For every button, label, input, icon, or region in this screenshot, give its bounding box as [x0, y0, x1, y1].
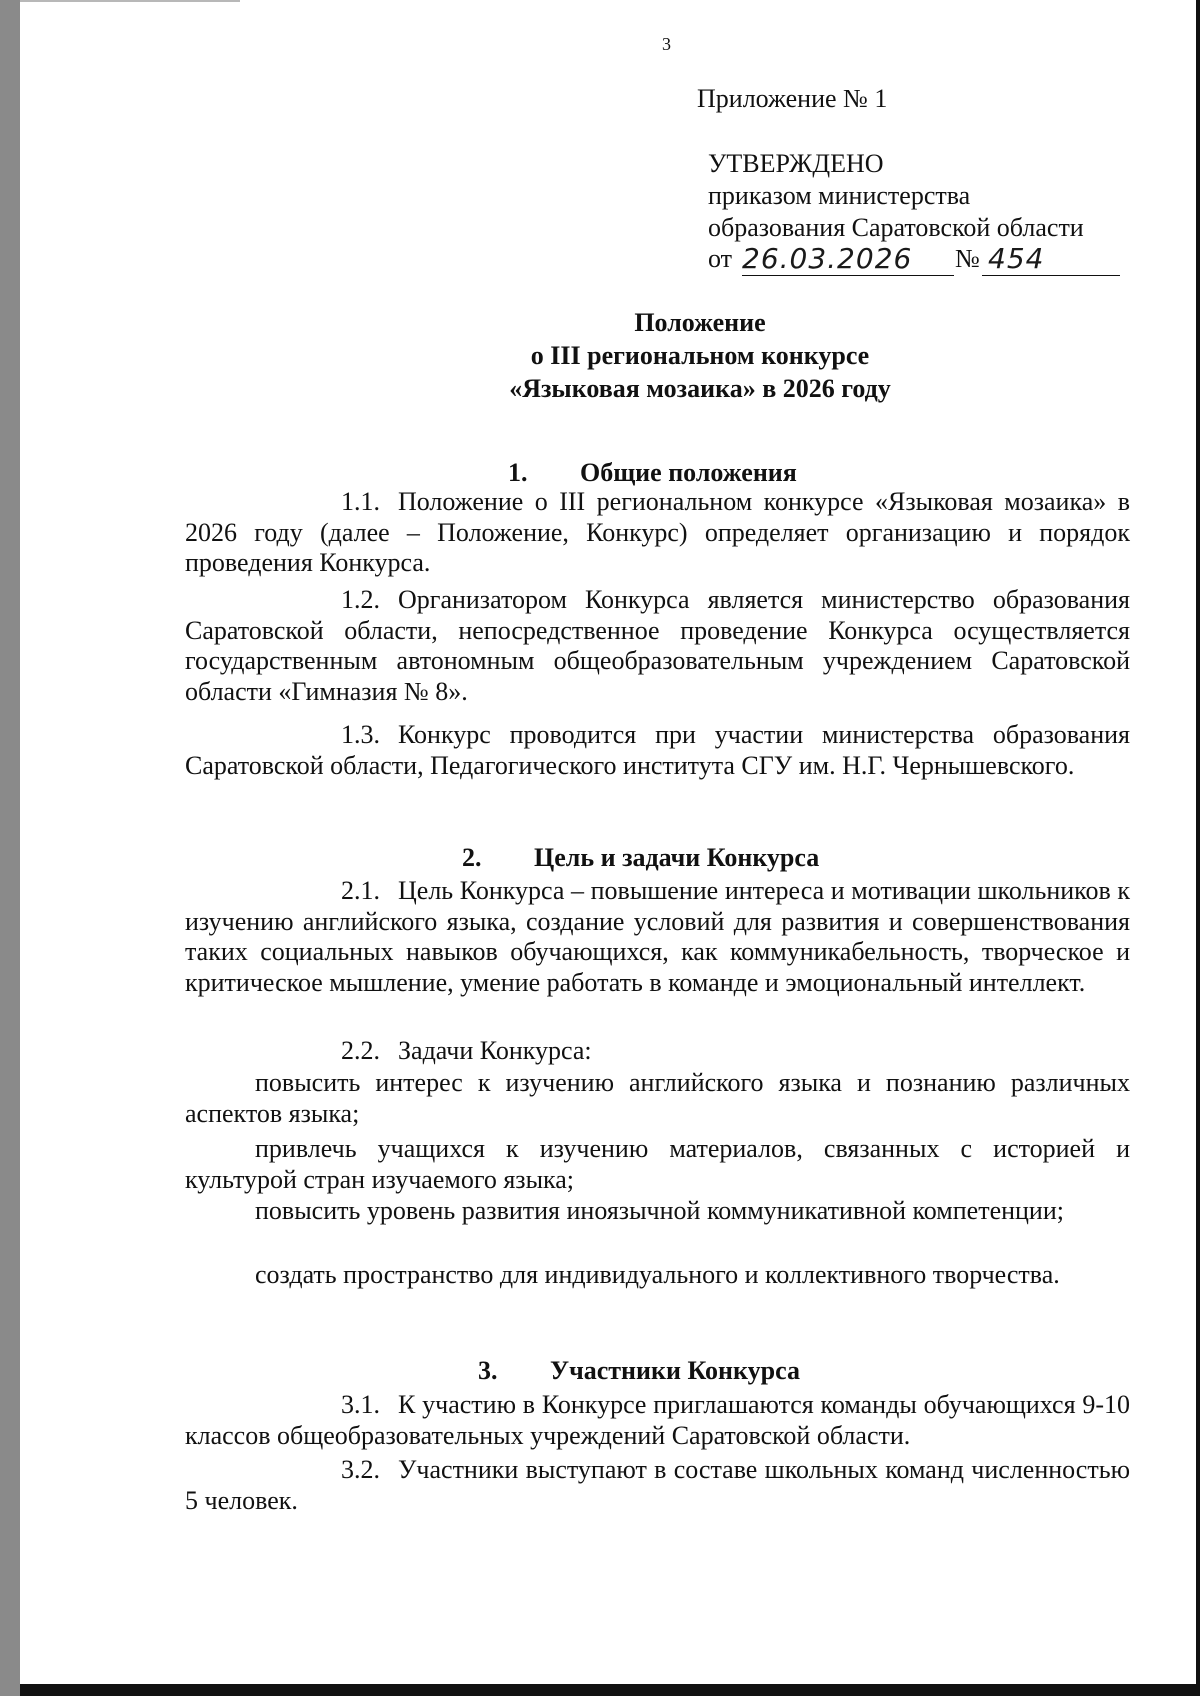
approval-line-1: приказом министерства — [708, 181, 971, 210]
paragraph-2-1-text: Цель Конкурса – повышение интереса и мотивации школьников к изучению английского языка, создание условий для развития и совершенствования таких социальных навыков обучающихся, как коммуникабельность, творческое и критическое мышление, умение работать в команде и эмоциональный интеллект. — [185, 876, 1130, 997]
approval-block — [708, 148, 1084, 244]
paragraph-2-2-text: Задачи Конкурса: — [398, 1036, 592, 1065]
approval-heading: УТВЕРЖДЕНО — [708, 149, 884, 178]
date-underline — [742, 275, 954, 276]
paragraph-2-2-number: 2.2. — [341, 1036, 380, 1065]
paragraph-3-2-text: Участники выступают в составе школьных команд численностью 5 человек. — [185, 1455, 1130, 1515]
paragraph-3-1-number: 3.1. — [341, 1390, 380, 1419]
paragraph-1-2-text: Организатором Конкурса является министерство образования Саратовской области, непосредственное проведение Конкурса осуществляется государственным автономным общеобразовательным учреждением Саратовской области «Гимназия № 8». — [185, 585, 1130, 706]
section-3-title: Участники Конкурса — [550, 1356, 800, 1385]
task-item-4: создать пространство для индивидуального и коллективного творчества. — [255, 1260, 1060, 1289]
task-item-2: привлечь учащихся к изучению материалов, связанных с историей и культурой стран изучаемого языка; — [185, 1134, 1130, 1194]
title-line-1: Положение — [634, 308, 766, 337]
scan-top-edge — [20, 0, 240, 2]
paragraph-1-2 — [185, 585, 1130, 707]
task-item-3: повысить уровень развития иноязычной коммуникативной компетенции; — [255, 1196, 1064, 1225]
paragraph-1-1-text: Положение о III региональном конкурсе «Языковая мозаика» в 2026 году (далее – Положение, Конкурс) определяет организацию и порядок проведения Конкурса. — [185, 487, 1130, 577]
approval-number-label: № — [955, 244, 980, 273]
section-1-number: 1. — [508, 458, 528, 487]
section-2-number: 2. — [462, 843, 482, 872]
paragraph-1-3-number: 1.3. — [341, 720, 380, 749]
page-number: 3 — [662, 34, 671, 54]
title-line-2: о III региональном конкурсе — [530, 341, 870, 370]
approval-from-label: от — [708, 244, 733, 273]
title-line-3: «Языковая мозаика» в 2026 году — [509, 374, 891, 403]
paragraph-3-1 — [185, 1390, 1130, 1451]
number-underline — [982, 275, 1120, 276]
paragraph-1-1 — [185, 487, 1130, 579]
paragraph-2-1-number: 2.1. — [341, 876, 380, 905]
handwritten-date: 26.03.2026 — [742, 242, 913, 275]
paragraph-1-1-number: 1.1. — [341, 487, 380, 516]
section-1-title: Общие положения — [580, 458, 797, 487]
paragraph-2-2 — [185, 1036, 1130, 1067]
scan-left-edge — [0, 0, 20, 1696]
paragraph-2-1 — [185, 876, 1130, 998]
appendix-label: Приложение № 1 — [697, 84, 888, 113]
section-2-heading — [462, 843, 819, 873]
scan-right-edge — [1196, 0, 1200, 1696]
section-3-heading — [478, 1356, 800, 1386]
paragraph-3-1-text: К участию в Конкурсе приглашаются команды обучающихся 9-10 классов общеобразовательных учреждений Саратовской области. — [185, 1390, 1130, 1450]
section-2-title: Цель и задачи Конкурса — [534, 843, 820, 872]
scan-bottom-edge — [20, 1684, 1200, 1696]
task-item-1: повысить интерес к изучению английского языка и познанию различных аспектов языка; — [185, 1068, 1130, 1128]
section-3-number: 3. — [478, 1356, 498, 1385]
section-1-heading — [508, 458, 797, 488]
paragraph-3-2 — [185, 1455, 1130, 1516]
paragraph-1-3-text: Конкурс проводится при участии министерства образования Саратовской области, Педагогического института СГУ им. Н.Г. Чернышевского. — [185, 720, 1130, 780]
paragraph-3-2-number: 3.2. — [341, 1455, 380, 1484]
document-title — [300, 306, 1100, 405]
approval-line-2: образования Саратовской области — [708, 213, 1084, 242]
handwritten-number: 454 — [988, 242, 1045, 275]
paragraph-1-2-number: 1.2. — [341, 585, 380, 614]
paragraph-1-3 — [185, 720, 1130, 781]
